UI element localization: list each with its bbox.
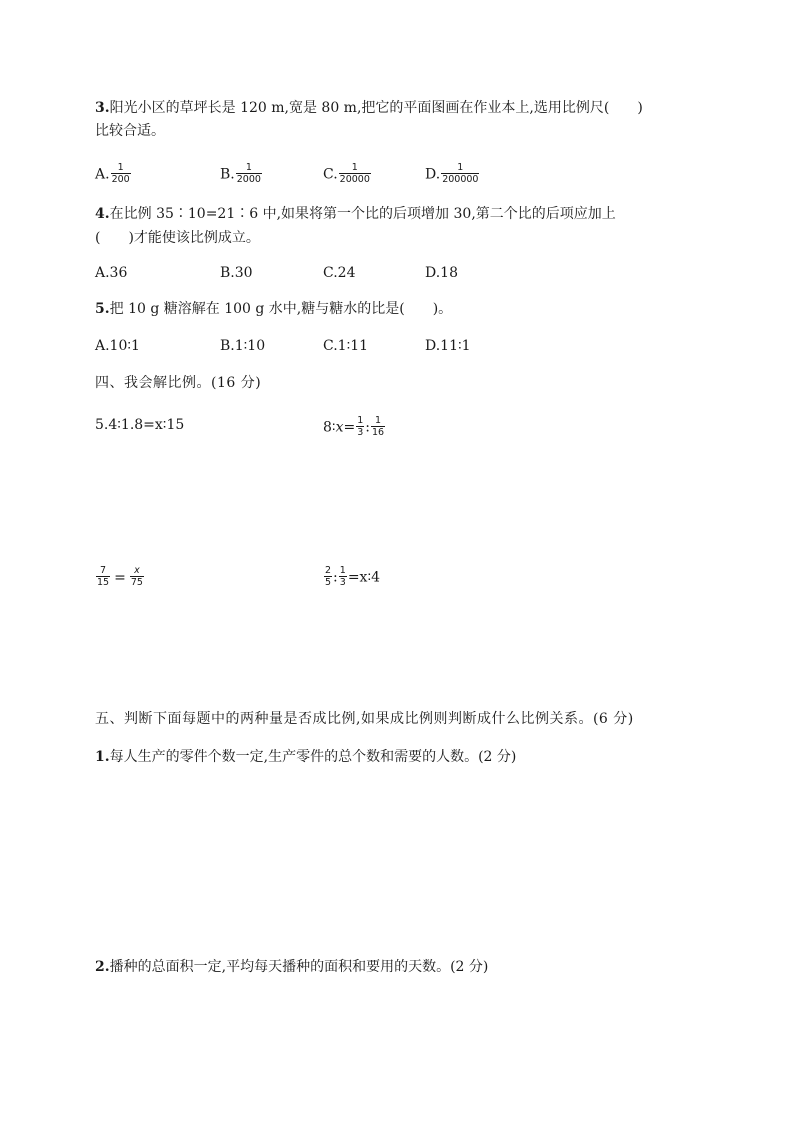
option-a: A.36 bbox=[95, 265, 128, 281]
denominator: 200000 bbox=[442, 174, 479, 185]
option-a bbox=[95, 163, 132, 186]
fraction bbox=[324, 565, 332, 588]
option-c: C.1∶11 bbox=[323, 338, 369, 354]
numerator: 1 bbox=[117, 162, 124, 173]
question-number: 1. bbox=[95, 749, 110, 765]
denominator: 2000 bbox=[236, 174, 261, 185]
question-5-line-1 bbox=[95, 300, 452, 318]
fraction bbox=[339, 565, 347, 588]
option-label: B. bbox=[220, 166, 235, 183]
ratio-colon: : bbox=[333, 569, 338, 586]
question-number: 3. bbox=[95, 100, 110, 116]
question-text: 播种的总面积一定,平均每天播种的面积和要用的天数。(2 分) bbox=[109, 959, 489, 975]
question-text: 在比例 35∶10=21∶6 中,如果将第一个比的后项增加 30,第二个比的后项应加上 bbox=[109, 206, 616, 222]
denominator: 20000 bbox=[339, 174, 370, 185]
equation-2 bbox=[323, 416, 386, 439]
question-number: 4. bbox=[95, 206, 110, 222]
ratio-colon: : bbox=[365, 419, 370, 436]
question-3-line-2: 比较合适。 bbox=[95, 123, 165, 139]
variable: x bbox=[335, 419, 344, 436]
numerator: 1 bbox=[357, 415, 364, 426]
section-4-title: 四、我会解比例。(16 分) bbox=[95, 375, 262, 391]
option-b: B.30 bbox=[220, 265, 253, 281]
numerator: 1 bbox=[374, 415, 382, 426]
option-c bbox=[323, 163, 372, 186]
option-c: C.24 bbox=[323, 265, 356, 281]
option-a: A.10∶1 bbox=[95, 338, 140, 354]
denominator: 16 bbox=[371, 427, 385, 438]
equation-4 bbox=[323, 566, 380, 589]
fraction bbox=[96, 565, 110, 588]
section-5-question-1 bbox=[95, 748, 516, 766]
question-4-line-2: ( )才能使该比例成立。 bbox=[95, 230, 260, 246]
option-d: D.18 bbox=[425, 265, 458, 281]
fraction bbox=[441, 162, 479, 185]
question-4-line-1 bbox=[95, 205, 616, 223]
numerator: 2 bbox=[325, 565, 332, 576]
fraction bbox=[236, 162, 262, 185]
numerator: 1 bbox=[245, 162, 252, 173]
question-number: 2. bbox=[95, 959, 110, 975]
option-label: C. bbox=[323, 166, 338, 183]
question-text: 阳光小区的草坪长是 120 m,宽是 80 m,把它的平面图画在作业本上,选用比例尺( ) bbox=[109, 100, 643, 116]
fraction bbox=[130, 565, 144, 588]
section-5-question-2 bbox=[95, 958, 488, 976]
numerator: 7 bbox=[100, 565, 107, 576]
option-b: B.1∶10 bbox=[220, 338, 266, 354]
denominator: 5 bbox=[325, 577, 332, 588]
numerator: 1 bbox=[457, 162, 464, 173]
denominator: 200 bbox=[111, 174, 130, 185]
equation-part: =x∶4 bbox=[347, 569, 380, 586]
question-text: 把 10 g 糖溶解在 100 g 水中,糖与糖水的比是( )。 bbox=[109, 301, 453, 317]
numerator: 1 bbox=[351, 162, 358, 173]
question-text: 每人生产的零件个数一定,生产零件的总个数和需要的人数。(2 分) bbox=[109, 749, 517, 765]
option-b bbox=[220, 163, 263, 186]
denominator: 15 bbox=[97, 577, 110, 588]
option-d: D.11∶1 bbox=[425, 338, 471, 354]
option-label: D. bbox=[425, 166, 441, 183]
denominator: 3 bbox=[357, 427, 364, 438]
equation-part: 8∶ bbox=[323, 419, 336, 436]
fraction bbox=[111, 162, 131, 185]
numerator: x bbox=[134, 565, 140, 576]
option-label: A. bbox=[95, 166, 110, 183]
section-5-title: 五、判断下面每题中的两种量是否成比例,如果成比例则判断成什么比例关系。(6 分) bbox=[95, 711, 634, 727]
equation-1: 5.4∶1.8=x∶15 bbox=[95, 417, 185, 433]
denominator: 3 bbox=[339, 577, 346, 588]
question-3-line-1 bbox=[95, 99, 643, 117]
fraction bbox=[339, 162, 371, 185]
equals-sign: = bbox=[343, 419, 356, 436]
option-d bbox=[425, 163, 480, 186]
equation-3 bbox=[95, 566, 145, 589]
equals-sign: = bbox=[114, 569, 126, 586]
fraction bbox=[356, 415, 364, 438]
question-number: 5. bbox=[95, 301, 110, 317]
fraction bbox=[371, 415, 385, 438]
numerator: 1 bbox=[339, 565, 346, 576]
denominator: 75 bbox=[130, 577, 143, 588]
